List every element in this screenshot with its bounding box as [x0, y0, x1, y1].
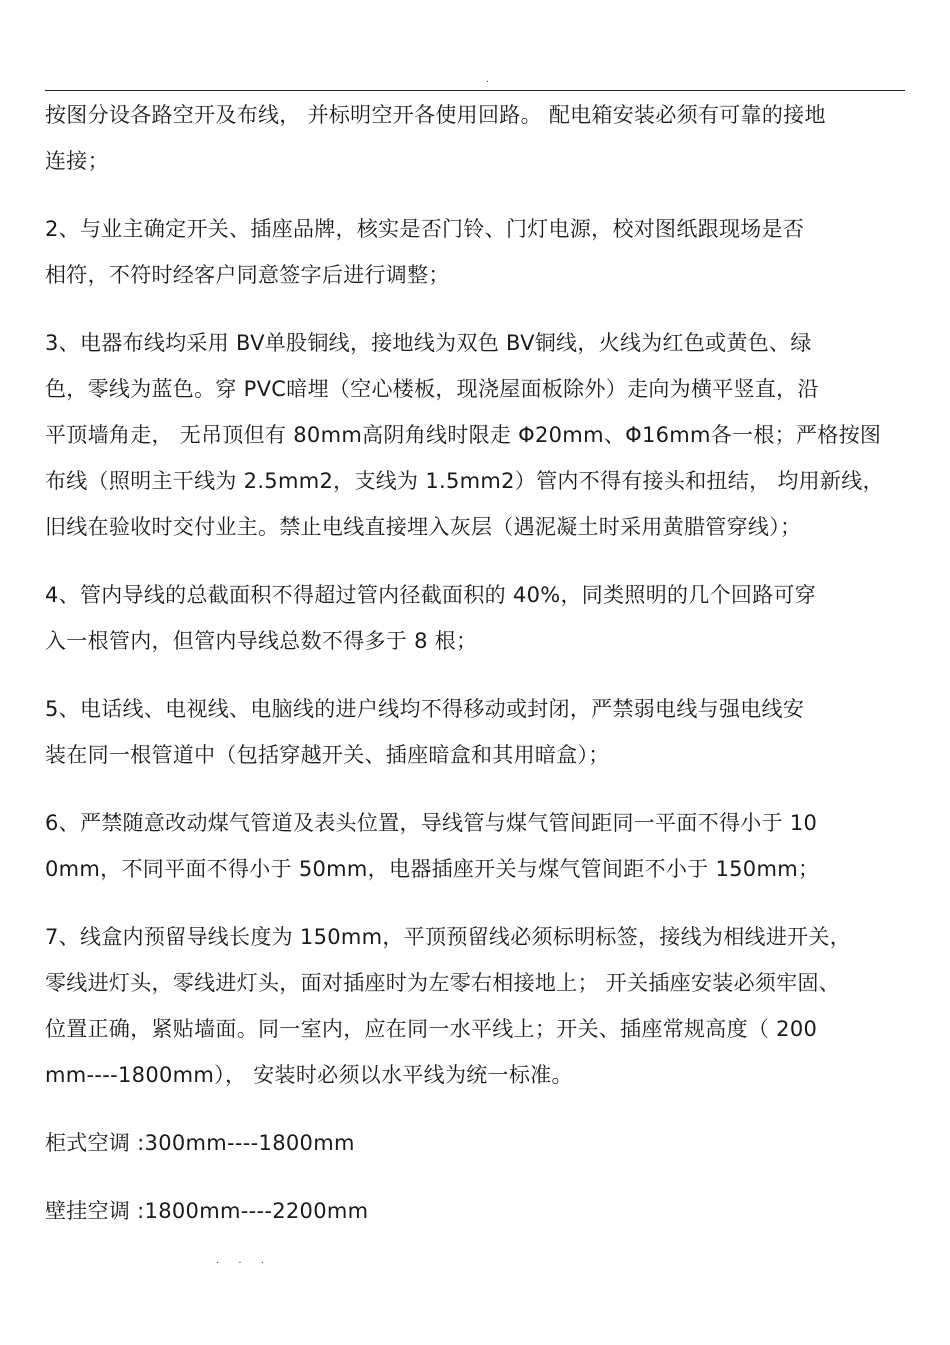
text-line: 布线（照明主干线为 2.5mm2，支线为 1.5mm2）管内不得有接头和扭结， 均用新线，	[45, 469, 884, 493]
spec-line-cabinet-ac: 柜式空调 :300mm----1800mm	[45, 1131, 355, 1155]
footer-mark: . . .	[216, 1255, 272, 1266]
document-body	[45, 92, 907, 1234]
text-line: 4、管内导线的总截面积不得超过管内径截面积的 40%，同类照明的几个回路可穿	[45, 583, 817, 607]
text-line: 入一根管内，但管内导线总数不得多于 8 根；	[45, 629, 478, 653]
paragraph	[45, 572, 907, 664]
header-rule	[45, 90, 905, 91]
text-line: 2、与业主确定开关、插座品牌，核实是否门铃、门灯电源，校对图纸跟现场是否	[45, 217, 805, 241]
paragraph	[45, 92, 907, 184]
text-line: 位置正确，紧贴墙面。同一室内，应在同一水平线上；开关、插座常规高度（ 200	[45, 1017, 818, 1041]
text-line: 6、严禁随意改动煤气管道及表头位置，导线管与煤气管间距同一平面不得小于 10	[45, 811, 818, 835]
header-mark: .	[486, 74, 490, 85]
text-line: 旧线在验收时交付业主。禁止电线直接埋入灰层（遇泥凝土时采用黄腊管穿线）；	[45, 515, 802, 539]
paragraph	[45, 914, 907, 1098]
text-line: 5、电话线、电视线、电脑线的进户线均不得移动或封闭，严禁弱电线与强电线安	[45, 697, 805, 721]
spec-line-wall-ac: 壁挂空调 :1800mm----2200mm	[45, 1199, 369, 1223]
text-line: 平顶墙角走， 无吊顶但有 80mm高阴角线时限走 Φ20mm、Φ16mm各一根；严格按图	[45, 423, 882, 447]
text-line: 零线进灯头，零线进灯头，面对插座时为左零右相接地上； 开关插座安装必须牢固、	[45, 971, 841, 995]
paragraph	[45, 320, 907, 550]
paragraph	[45, 206, 907, 298]
text-line: 色，零线为蓝色。穿 PVC暗埋（空心楼板，现浇屋面板除外）走向为横平竖直，沿	[45, 377, 819, 401]
text-line: mm----1800mm）， 安装时必须以水平线为统一标准。	[45, 1063, 573, 1087]
text-line: 连接；	[45, 149, 109, 173]
text-line: 按图分设各路空开及布线， 并标明空开各使用回路。 配电箱安装必须有可靠的接地	[45, 103, 826, 127]
text-line: 7、线盒内预留导线长度为 150mm，平顶预留线必须标明标签，接线为相线进开关，	[45, 925, 852, 949]
text-line: 0mm，不同平面不得小于 50mm，电器插座开关与煤气管间距不小于 150mm；	[45, 857, 820, 881]
paragraph	[45, 686, 907, 778]
text-line: 相符，不符时经客户同意签字后进行调整；	[45, 263, 450, 287]
paragraph	[45, 800, 907, 892]
text-line: 装在同一根管道中（包括穿越开关、插座暗盒和其用暗盒）；	[45, 743, 610, 767]
text-line: 3、电器布线均采用 BV单股铜线，接地线为双色 BV铜线，火线为红色或黄色、绿	[45, 331, 812, 355]
